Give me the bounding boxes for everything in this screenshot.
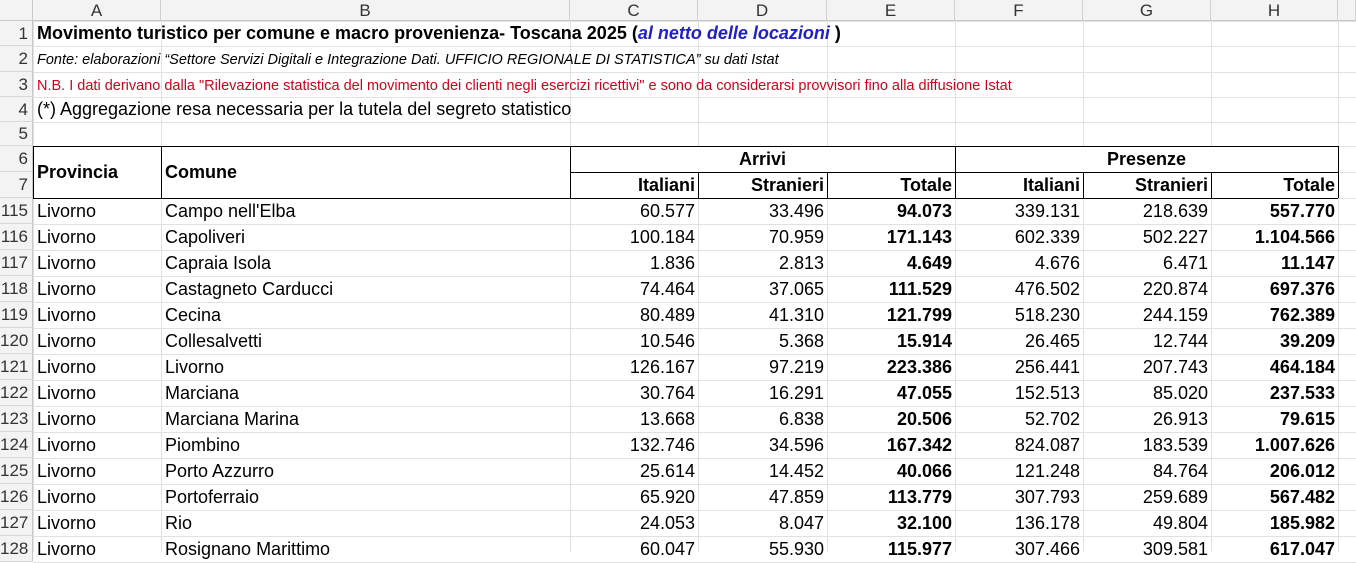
source-note[interactable]: Fonte: elaborazioni “Settore Servizi Digitali e Integrazione Dati. UFFICIO REGIONALE DI STATISTICA” su dati Istat — [37, 52, 779, 68]
cell-provincia[interactable]: Livorno — [37, 409, 97, 429]
cell-arrivi-stranieri[interactable]: 47.859 — [768, 487, 824, 507]
cell-arrivi-totale[interactable]: 167.342 — [886, 435, 952, 455]
cell-arrivi-totale[interactable]: 32.100 — [896, 513, 952, 533]
row-header-119[interactable]: 119 — [0, 302, 33, 328]
cell-comune[interactable]: Marciana — [165, 383, 240, 403]
cell-arrivi-stranieri[interactable]: 5.368 — [778, 331, 824, 351]
row-header-6[interactable]: 6 — [0, 146, 33, 172]
provisional-data-note[interactable]: N.B. I dati derivano dalla "Rilevazione statistica del movimento dei clienti negli esercizi ricettivi" e sono da considerarsi provvisori fino alla diffusione Istat — [37, 78, 1012, 94]
cell-provincia[interactable]: Livorno — [37, 227, 97, 247]
sheet-title[interactable] — [33, 21, 841, 46]
cell-presenze-stranieri[interactable]: 49.804 — [1152, 513, 1208, 533]
cell-arrivi-italiani[interactable]: 60.577 — [639, 201, 695, 221]
cell-provincia[interactable]: Livorno — [37, 201, 97, 221]
row-header-128[interactable]: 128 — [0, 536, 33, 562]
cell-presenze-italiani[interactable]: 602.339 — [1014, 227, 1080, 247]
cell-comune[interactable]: Collesalvetti — [165, 331, 263, 351]
column-header-g[interactable]: G — [1083, 0, 1211, 21]
cell-arrivi-stranieri[interactable]: 41.310 — [768, 305, 824, 325]
cell-comune[interactable]: Campo nell'Elba — [165, 201, 296, 221]
cell-comune[interactable]: Portoferraio — [165, 487, 260, 507]
row-header-120[interactable]: 120 — [0, 328, 33, 354]
column-header-c[interactable]: C — [570, 0, 698, 21]
cell-arrivi-italiani[interactable]: 80.489 — [639, 305, 695, 325]
cell-arrivi-totale[interactable]: 121.799 — [886, 305, 952, 325]
cell-presenze-totale[interactable]: 237.533 — [1269, 383, 1335, 403]
cell-presenze-italiani[interactable]: 824.087 — [1014, 435, 1080, 455]
cell-arrivi-italiani[interactable]: 74.464 — [639, 279, 695, 299]
row-header-125[interactable]: 125 — [0, 458, 33, 484]
cell-arrivi-italiani[interactable]: 65.920 — [639, 487, 695, 507]
cell-provincia[interactable]: Livorno — [37, 357, 97, 377]
header-arrivi-totale[interactable]: Totale — [900, 175, 952, 195]
cell-provincia[interactable]: Livorno — [37, 513, 97, 533]
row-header-5[interactable]: 5 — [0, 122, 33, 146]
cell-presenze-stranieri[interactable]: 26.913 — [1152, 409, 1208, 429]
cell-arrivi-totale[interactable]: 40.066 — [896, 461, 952, 481]
cell-presenze-totale[interactable]: 567.482 — [1269, 487, 1335, 507]
cell-arrivi-stranieri[interactable]: 55.930 — [768, 539, 824, 559]
cell-provincia[interactable]: Livorno — [37, 305, 97, 325]
cell-comune[interactable]: Marciana Marina — [165, 409, 300, 429]
cell-presenze-stranieri[interactable]: 259.689 — [1142, 487, 1208, 507]
cell-arrivi-italiani[interactable]: 10.546 — [639, 331, 695, 351]
select-all-corner[interactable] — [0, 0, 33, 21]
cell-arrivi-stranieri[interactable]: 97.219 — [768, 357, 824, 377]
cell-comune[interactable]: Cecina — [165, 305, 222, 325]
cell-arrivi-totale[interactable]: 20.506 — [896, 409, 952, 429]
cell-arrivi-totale[interactable]: 171.143 — [886, 227, 952, 247]
cell-presenze-totale[interactable]: 697.376 — [1269, 279, 1335, 299]
column-header-a[interactable]: A — [33, 0, 161, 21]
row-header-116[interactable]: 116 — [0, 224, 33, 250]
row-header-115[interactable]: 115 — [0, 198, 33, 224]
header-provincia[interactable]: Provincia — [37, 162, 119, 182]
cell-arrivi-italiani[interactable]: 1.836 — [649, 253, 695, 273]
cell-arrivi-italiani[interactable]: 30.764 — [639, 383, 695, 403]
header-arrivi[interactable]: Arrivi — [738, 149, 787, 169]
header-arrivi-stranieri[interactable]: Stranieri — [750, 175, 824, 195]
row-header-124[interactable]: 124 — [0, 432, 33, 458]
row-header-117[interactable]: 117 — [0, 250, 33, 276]
cell-presenze-stranieri[interactable]: 220.874 — [1142, 279, 1208, 299]
cell-provincia[interactable]: Livorno — [37, 383, 97, 403]
cell-arrivi-italiani[interactable]: 132.746 — [629, 435, 695, 455]
cell-presenze-stranieri[interactable]: 84.764 — [1152, 461, 1208, 481]
column-header-d[interactable]: D — [698, 0, 827, 21]
cell-presenze-italiani[interactable]: 26.465 — [1024, 331, 1080, 351]
title-italic-text: al netto delle locazioni — [637, 23, 830, 43]
gridline-horizontal — [33, 122, 1356, 123]
cell-provincia[interactable]: Livorno — [37, 253, 97, 273]
column-header-e[interactable]: E — [827, 0, 955, 21]
cell-arrivi-stranieri[interactable]: 33.496 — [768, 201, 824, 221]
cell-arrivi-stranieri[interactable]: 2.813 — [778, 253, 824, 273]
cell-presenze-stranieri[interactable]: 218.639 — [1142, 201, 1208, 221]
cell-arrivi-italiani[interactable]: 13.668 — [639, 409, 695, 429]
cell-provincia[interactable]: Livorno — [37, 539, 97, 559]
cell-presenze-totale[interactable]: 39.209 — [1279, 331, 1335, 351]
cell-arrivi-italiani[interactable]: 100.184 — [629, 227, 695, 247]
cell-comune[interactable]: Rosignano Marittimo — [165, 539, 331, 559]
cell-comune[interactable]: Piombino — [165, 435, 241, 455]
cell-arrivi-italiani[interactable]: 126.167 — [629, 357, 695, 377]
cell-presenze-italiani[interactable]: 4.676 — [1034, 253, 1080, 273]
cell-arrivi-stranieri[interactable]: 34.596 — [768, 435, 824, 455]
cell-presenze-italiani[interactable]: 52.702 — [1024, 409, 1080, 429]
row-header-3[interactable]: 3 — [0, 72, 33, 97]
cell-arrivi-italiani[interactable]: 25.614 — [639, 461, 695, 481]
cell-provincia[interactable]: Livorno — [37, 331, 97, 351]
row-header-127[interactable]: 127 — [0, 510, 33, 536]
cell-provincia[interactable]: Livorno — [37, 279, 97, 299]
cell-presenze-italiani[interactable]: 518.230 — [1014, 305, 1080, 325]
header-presenze-stranieri[interactable]: Stranieri — [1134, 175, 1208, 195]
column-header-b[interactable]: B — [161, 0, 570, 21]
cell-arrivi-totale[interactable]: 111.529 — [888, 279, 952, 299]
cell-presenze-totale[interactable]: 557.770 — [1269, 201, 1335, 221]
title-text: Movimento turistico per comune e macro provenienza- Toscana 2025 ( — [37, 23, 638, 43]
cell-presenze-totale[interactable]: 206.012 — [1269, 461, 1335, 481]
cell-comune[interactable]: Capraia Isola — [165, 253, 272, 273]
column-header-f[interactable]: F — [955, 0, 1083, 21]
cell-arrivi-totale[interactable]: 15.914 — [896, 331, 952, 351]
cell-arrivi-italiani[interactable]: 24.053 — [639, 513, 695, 533]
cell-arrivi-stranieri[interactable]: 6.838 — [778, 409, 824, 429]
row-header-2[interactable]: 2 — [0, 46, 33, 72]
cell-presenze-totale[interactable]: 11.147 — [1280, 253, 1335, 273]
cell-arrivi-stranieri[interactable]: 14.452 — [768, 461, 824, 481]
cell-arrivi-stranieri[interactable]: 8.047 — [778, 513, 824, 533]
cell-comune[interactable]: Capoliveri — [165, 227, 246, 247]
cell-arrivi-totale[interactable]: 4.649 — [906, 253, 952, 273]
cell-presenze-stranieri[interactable]: 12.744 — [1152, 331, 1208, 351]
cell-arrivi-stranieri[interactable]: 37.065 — [768, 279, 824, 299]
aggregation-note[interactable]: (*) Aggregazione resa necessaria per la tutela del segreto statistico — [37, 99, 572, 119]
cell-provincia[interactable]: Livorno — [37, 435, 97, 455]
row-header-126[interactable]: 126 — [0, 484, 33, 510]
cell-provincia[interactable]: Livorno — [37, 487, 97, 507]
cell-comune[interactable]: Rio — [165, 513, 193, 533]
cell-presenze-stranieri[interactable]: 6.471 — [1162, 253, 1208, 273]
cell-presenze-italiani[interactable]: 307.466 — [1014, 539, 1080, 559]
header-presenze-totale[interactable]: Totale — [1283, 175, 1335, 195]
header-presenze-italiani[interactable]: Italiani — [1022, 175, 1080, 195]
cell-presenze-italiani[interactable]: 339.131 — [1014, 201, 1080, 221]
cell-arrivi-totale[interactable]: 47.055 — [896, 383, 952, 403]
cell-presenze-totale[interactable]: 617.047 — [1269, 539, 1335, 559]
cell-comune[interactable]: Porto Azzurro — [165, 461, 275, 481]
cell-presenze-totale[interactable]: 1.104.566 — [1254, 227, 1335, 247]
cell-presenze-totale[interactable]: 1.007.626 — [1254, 435, 1335, 455]
cell-arrivi-totale[interactable]: 223.386 — [886, 357, 952, 377]
cell-presenze-totale[interactable]: 762.389 — [1269, 305, 1335, 325]
cell-presenze-stranieri[interactable]: 502.227 — [1142, 227, 1208, 247]
header-comune[interactable]: Comune — [165, 162, 237, 182]
cell-presenze-italiani[interactable]: 121.248 — [1014, 461, 1080, 481]
cell-provincia[interactable]: Livorno — [37, 461, 97, 481]
row-header-4[interactable]: 4 — [0, 97, 33, 122]
header-arrivi-italiani[interactable]: Italiani — [637, 175, 695, 195]
cell-presenze-italiani[interactable]: 152.513 — [1014, 383, 1080, 403]
cell-presenze-stranieri[interactable]: 183.539 — [1142, 435, 1208, 455]
cell-comune[interactable]: Castagneto Carducci — [165, 279, 334, 299]
cell-comune[interactable]: Livorno — [165, 357, 225, 377]
cell-presenze-stranieri[interactable]: 207.743 — [1142, 357, 1208, 377]
cell-arrivi-stranieri[interactable]: 16.291 — [768, 383, 824, 403]
cell-presenze-italiani[interactable]: 307.793 — [1014, 487, 1080, 507]
cell-presenze-italiani[interactable]: 256.441 — [1014, 357, 1080, 377]
cell-presenze-stranieri[interactable]: 85.020 — [1152, 383, 1208, 403]
cell-presenze-totale[interactable]: 464.184 — [1269, 357, 1335, 377]
row-header-122[interactable]: 122 — [0, 380, 33, 406]
cell-presenze-stranieri[interactable]: 244.159 — [1142, 305, 1208, 325]
cell-arrivi-stranieri[interactable]: 70.959 — [768, 227, 824, 247]
row-header-118[interactable]: 118 — [0, 276, 33, 302]
cell-arrivi-totale[interactable]: 94.073 — [896, 201, 952, 221]
header-presenze[interactable]: Presenze — [1106, 149, 1187, 169]
cell-presenze-italiani[interactable]: 136.178 — [1014, 513, 1080, 533]
title-close-paren: ) — [829, 23, 841, 43]
column-header-empty — [1338, 0, 1356, 21]
cell-arrivi-italiani[interactable]: 60.047 — [639, 539, 695, 559]
cell-presenze-totale[interactable]: 185.982 — [1269, 513, 1335, 533]
cell-presenze-italiani[interactable]: 476.502 — [1014, 279, 1080, 299]
cell-arrivi-totale[interactable]: 113.779 — [887, 487, 952, 507]
gridline-vertical — [1338, 21, 1339, 552]
row-header-7[interactable]: 7 — [0, 172, 33, 198]
row-header-121[interactable]: 121 — [0, 354, 33, 380]
cell-presenze-stranieri[interactable]: 309.581 — [1142, 539, 1208, 559]
column-header-h[interactable]: H — [1211, 0, 1338, 21]
header-border — [1338, 146, 1339, 198]
cell-arrivi-totale[interactable]: 115.977 — [887, 539, 952, 559]
cell-presenze-totale[interactable]: 79.615 — [1279, 409, 1335, 429]
row-header-123[interactable]: 123 — [0, 406, 33, 432]
row-header-1[interactable]: 1 — [0, 21, 33, 46]
